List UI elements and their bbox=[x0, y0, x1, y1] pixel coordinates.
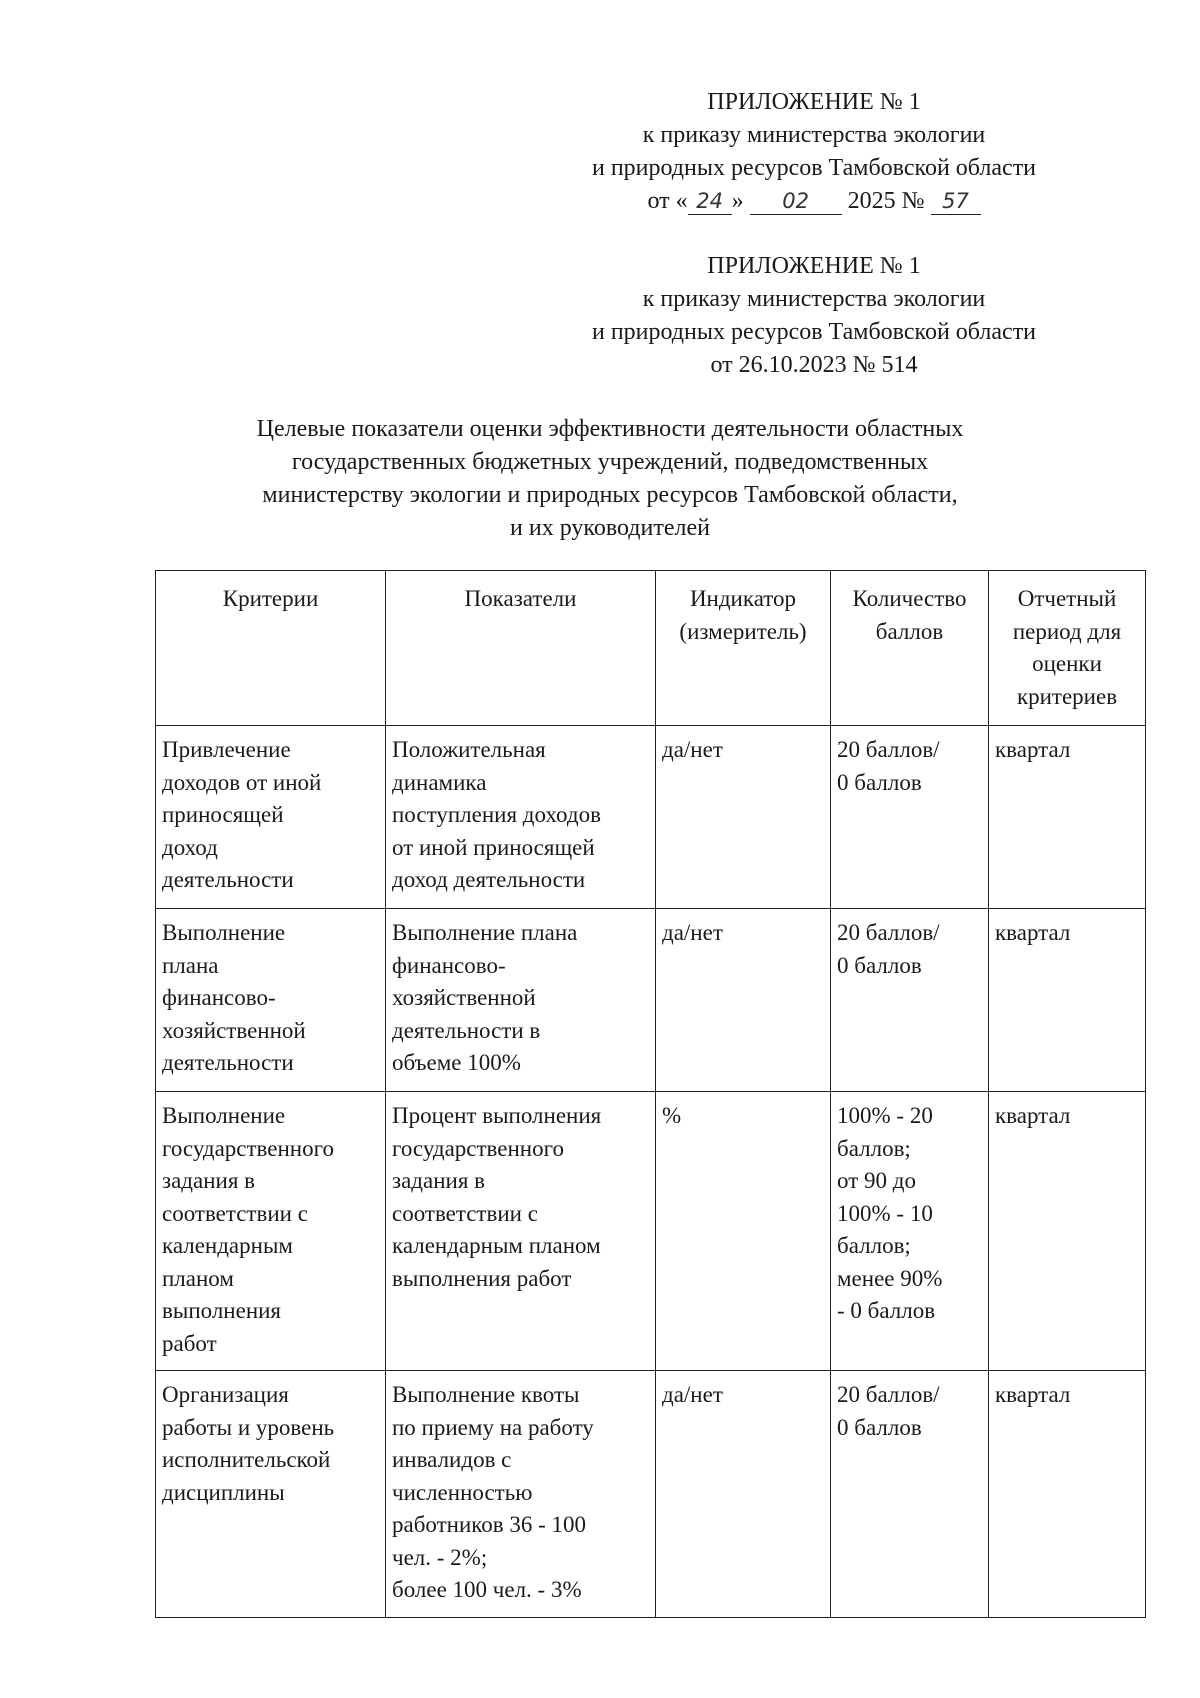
table-row bbox=[156, 909, 1146, 1092]
header-indicators: Показатели bbox=[386, 571, 656, 726]
appendix-1-header bbox=[548, 86, 1080, 218]
document-title bbox=[140, 413, 1080, 545]
appendix-2-date-line: от 26.10.2023 № 514 bbox=[710, 352, 918, 378]
table-cell-measure: да/нет bbox=[656, 1371, 831, 1618]
handwritten-month: 02 bbox=[750, 188, 842, 215]
table-cell-measure: % bbox=[656, 1092, 831, 1371]
table-cell-indicator: Выполнение квоты по приему на работу инвалидов с численностью работников 36 - 100 чел. - 2%; более 100 чел. - 3% bbox=[386, 1371, 656, 1618]
appendix-2-line2: и природных ресурсов Тамбовской области bbox=[591, 319, 1037, 345]
table-row bbox=[156, 1092, 1146, 1371]
table-cell-measure: да/нет bbox=[656, 726, 831, 909]
table-cell-criteria: Организация работы и уровень исполнительской дисциплины bbox=[156, 1371, 386, 1618]
table-cell-measure: да/нет bbox=[656, 909, 831, 1092]
table-cell-indicator: Процент выполнения государственного задания в соответствии с календарным планом выполнения работ bbox=[386, 1092, 656, 1371]
table-cell-period: квартал bbox=[989, 726, 1146, 909]
table-header-row bbox=[156, 571, 1146, 726]
table-cell-indicator: Положительная динамика поступления доходов от иной приносящей доход деятельности bbox=[386, 726, 656, 909]
table-cell-indicator: Выполнение плана финансово- хозяйственной деятельности в объеме 100% bbox=[386, 909, 656, 1092]
table-row bbox=[156, 1371, 1146, 1618]
handwritten-day: 24 bbox=[688, 188, 732, 215]
date-mid: » bbox=[731, 188, 744, 214]
table-cell-period: квартал bbox=[989, 1371, 1146, 1618]
document-title-line3: министерству экологии и природных ресурсов Тамбовской области, bbox=[262, 482, 958, 508]
appendix-1-line1: к приказу министерства экологии bbox=[642, 122, 986, 148]
table-cell-period: квартал bbox=[989, 909, 1146, 1092]
table-cell-points: 20 баллов/ 0 баллов bbox=[831, 909, 989, 1092]
document-title-line1: Целевые показатели оценки эффективности деятельности областных bbox=[256, 416, 964, 442]
table-cell-criteria: Привлечение доходов от иной приносящей доход деятельности bbox=[156, 726, 386, 909]
document-title-line2: государственных бюджетных учреждений, подведомственных bbox=[291, 449, 929, 475]
handwritten-order-number: 57 bbox=[931, 188, 981, 215]
appendix-1-date-line bbox=[548, 185, 1080, 218]
date-year: 2025 № bbox=[847, 188, 925, 214]
appendix-1-line2: и природных ресурсов Тамбовской области bbox=[591, 155, 1037, 181]
table-cell-points: 100% - 20 баллов; от 90 до 100% - 10 баллов; менее 90% - 0 баллов bbox=[831, 1092, 989, 1371]
table-cell-period: квартал bbox=[989, 1092, 1146, 1371]
header-indicator-measure: Индикатор (измеритель) bbox=[656, 571, 831, 726]
document-title-line4: и их руководителей bbox=[510, 515, 710, 541]
header-points: Количество баллов bbox=[831, 571, 989, 726]
appendix-2-title: ПРИЛОЖЕНИЕ № 1 bbox=[707, 253, 921, 279]
criteria-table bbox=[155, 570, 1146, 1618]
header-reporting-period: Отчетный период для оценки критериев bbox=[989, 571, 1146, 726]
header-criteria: Критерии bbox=[156, 571, 386, 726]
table-cell-criteria: Выполнение государственного задания в соответствии с календарным планом выполнения работ bbox=[156, 1092, 386, 1371]
table-cell-criteria: Выполнение плана финансово- хозяйственной деятельности bbox=[156, 909, 386, 1092]
appendix-1-title: ПРИЛОЖЕНИЕ № 1 bbox=[707, 89, 921, 115]
table-cell-points: 20 баллов/ 0 баллов bbox=[831, 1371, 989, 1618]
date-prefix: от « bbox=[647, 188, 688, 214]
appendix-2-header bbox=[548, 250, 1080, 382]
appendix-2-line1: к приказу министерства экологии bbox=[642, 286, 986, 312]
table-cell-points: 20 баллов/ 0 баллов bbox=[831, 726, 989, 909]
table-row bbox=[156, 726, 1146, 909]
